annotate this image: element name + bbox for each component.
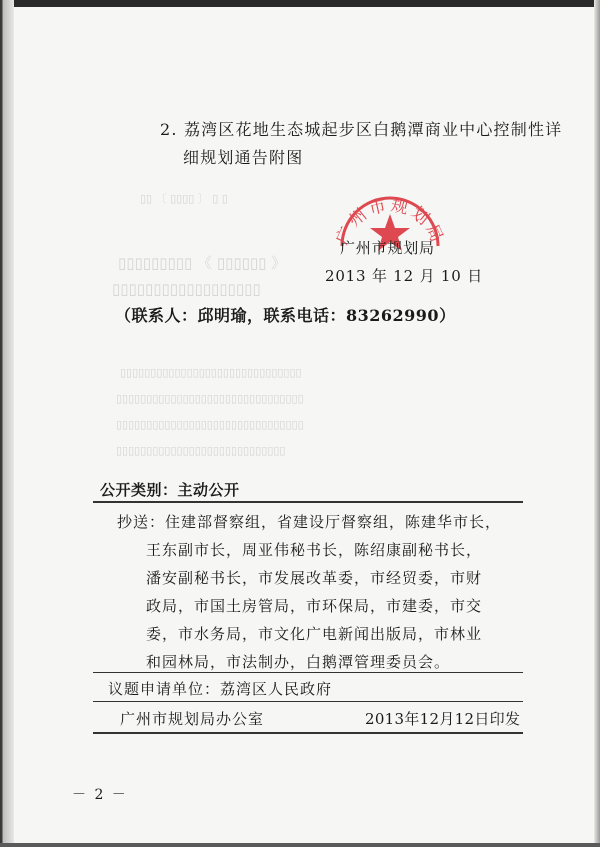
cc-line-4: 政局，市国土房管局，市环保局，市建委，市交 xyxy=(146,597,483,615)
cc-line-5: 委，市水务局，市文化广电新闻出版局，市林业 xyxy=(146,625,483,643)
cc-line-3: 潘安副秘书长，市发展改革委，市经贸委，市财 xyxy=(146,569,483,587)
bleed-through-text: ▯▯▯▯▯▯▯▯▯▯▯▯▯▯▯▯▯▯▯▯▯▯▯▯▯▯▯▯▯▯▯ xyxy=(116,392,304,405)
bleed-through-text: ▯▯▯▯▯▯▯▯▯▯▯▯▯▯▯▯▯▯▯▯▯▯▯▯▯▯▯▯▯▯▯ xyxy=(116,418,304,431)
bleed-through-text: ▯▯ 〔 ▯▯▯▯ 〕 ▯ ▯ xyxy=(140,192,228,205)
bleed-through-text: ▯▯▯▯▯▯▯▯▯ 《 ▯▯▯▯▯▯ 》 xyxy=(118,254,287,272)
cc-line-6: 和园林局，市法制办，白鹅潭管理委员会。 xyxy=(146,653,451,671)
attachment-item-2-line-2: 细规划通告附图 xyxy=(183,148,304,167)
divider-line xyxy=(93,732,523,734)
print-date: 2013年12月12日印发 xyxy=(365,710,521,728)
bleed-through-text: ▯▯▯▯▯▯▯▯▯▯▯▯▯▯▯▯▯▯ xyxy=(112,280,261,298)
bleed-through-text: ▯▯▯▯▯▯▯▯▯▯▯▯▯▯▯▯▯▯▯▯▯▯▯▯▯▯▯▯▯▯ xyxy=(120,366,302,379)
divider-line xyxy=(93,672,523,673)
cc-line-2: 王东副市长，周亚伟秘书长，陈绍康副秘书长， xyxy=(146,541,483,559)
attachment-item-2-line-1: 2. 荔湾区花地生态城起步区白鹅潭商业中心控制性详 xyxy=(160,120,563,139)
proposal-unit: 议题申请单位：荔湾区人民政府 xyxy=(108,680,333,698)
print-office: 广州市规划局办公室 xyxy=(120,710,265,728)
divider-line xyxy=(93,501,523,503)
seal-text: 广州市规划局 xyxy=(332,195,448,248)
scan-edge-right xyxy=(594,0,600,847)
disclosure-category: 公开类别：主动公开 xyxy=(100,481,240,499)
contact-info: （联系人：邱明瑜，联系电话：83262990） xyxy=(115,306,456,325)
cc-line-1: 抄送：住建部督察组，省建设厅督察组，陈建华市长， xyxy=(117,513,502,531)
issue-date: 2013 年 12 月 10 日 xyxy=(325,267,483,285)
scan-edge-top xyxy=(0,0,600,7)
divider-line xyxy=(93,701,523,702)
scan-edge-left xyxy=(0,0,14,847)
bleed-through-text: ▯▯▯▯▯▯▯▯▯▯▯▯▯▯▯▯▯▯▯▯▯▯▯▯▯▯▯▯ xyxy=(116,444,286,457)
scan-edge-bottom xyxy=(0,843,600,847)
issuer-name: 广州市规划局 xyxy=(340,239,435,257)
page-number: － 2 － xyxy=(72,787,128,803)
